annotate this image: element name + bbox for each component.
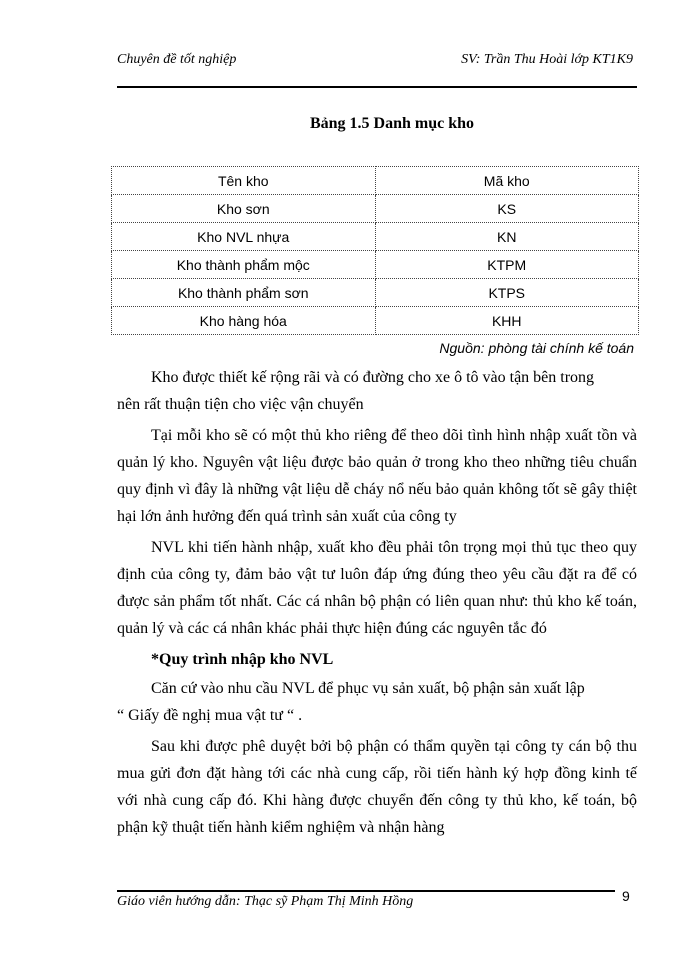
header-student: SV: Trần Thu Hoài lớp KT1K9 bbox=[461, 52, 633, 67]
paragraph-2: Tại mỗi kho sẽ có một thủ kho riêng để theo dõi tình hình nhập xuất tồn và quản lý kho. Nguyên vật liệu được bảo quản ở trong kho theo những tiêu chuẩn quy định vì đây là những vật liệu dễ cháy nổ nếu bảo quản không tốt sẽ gây thiệt hại lớn ảnh hưởng đến quá trình sản xuất của công ty bbox=[117, 427, 637, 525]
paragraph-5: Sau khi được phê duyệt bởi bộ phận có thẩm quyền tại công ty cán bộ thu mua gửi đơn đặt hàng tới các nhà cung cấp, rồi tiến hành ký hợp đồng kinh tế với nhà cung cấp đó. Khi hàng được chuyển đến công ty thủ kho, kế toán, bộ phận kỹ thuật tiến hành kiểm nghiệm và nhận hàng bbox=[117, 738, 637, 836]
warehouse-code: KN bbox=[375, 223, 639, 251]
paragraph-1-line-1: Kho được thiết kế rộng rãi và có đường cho xe ô tô vào tận bên trong bbox=[151, 369, 595, 386]
paragraph-1-line-2: nên rất thuận tiện cho việc vận chuyển bbox=[117, 396, 364, 413]
page-header bbox=[117, 52, 637, 76]
paragraph-4-line-1: Căn cứ vào nhu cầu NVL để phục vụ sản xuất, bộ phận sản xuất lập bbox=[151, 680, 585, 697]
table-source: Nguồn: phòng tài chính kế toán bbox=[439, 340, 634, 356]
warehouse-name: Kho sơn bbox=[112, 195, 376, 223]
footer-divider bbox=[117, 890, 615, 892]
body-text bbox=[117, 364, 637, 841]
table-row bbox=[112, 307, 639, 335]
warehouse-code: KTPS bbox=[375, 279, 639, 307]
paragraph-4-line-2: “ Giấy đề nghị mua vật tư “ . bbox=[117, 707, 303, 724]
table-row bbox=[112, 279, 639, 307]
header-divider bbox=[117, 86, 637, 88]
page-number: 9 bbox=[622, 888, 630, 904]
column-header-code: Mã kho bbox=[375, 167, 639, 195]
table-row bbox=[112, 251, 639, 279]
paragraph-3: NVL khi tiến hành nhập, xuất kho đều phải tôn trọng mọi thủ tục theo quy định của công ty, đảm bảo vật tư luôn đáp ứng đúng theo yêu cầu đặt ra để có được sản phẩm tốt nhất. Các cá nhân bộ phận có liên quan như: thủ kho kế toán, quản lý và các cá nhân khác phải thực hiện đúng các nguyên tắc đó bbox=[117, 539, 637, 637]
footer-supervisor: Giáo viên hướng dẫn: Thạc sỹ Phạm Thị Minh Hồng bbox=[117, 894, 414, 909]
warehouse-name: Kho hàng hóa bbox=[112, 307, 376, 335]
header-title: Chuyên đề tốt nghiệp bbox=[117, 52, 237, 67]
table-row bbox=[112, 223, 639, 251]
table-title: Bảng 1.5 Danh mục kho bbox=[309, 115, 475, 132]
warehouse-code: KHH bbox=[375, 307, 639, 335]
warehouse-table bbox=[111, 166, 639, 335]
warehouse-name: Kho NVL nhựa bbox=[112, 223, 376, 251]
warehouse-code: KS bbox=[375, 195, 639, 223]
section-heading: *Quy trình nhập kho NVL bbox=[151, 651, 334, 668]
table-header-row bbox=[112, 167, 639, 195]
warehouse-name: Kho thành phẩm sơn bbox=[112, 279, 376, 307]
table-row bbox=[112, 195, 639, 223]
warehouse-name: Kho thành phẩm mộc bbox=[112, 251, 376, 279]
column-header-name: Tên kho bbox=[112, 167, 376, 195]
warehouse-code: KTPM bbox=[375, 251, 639, 279]
